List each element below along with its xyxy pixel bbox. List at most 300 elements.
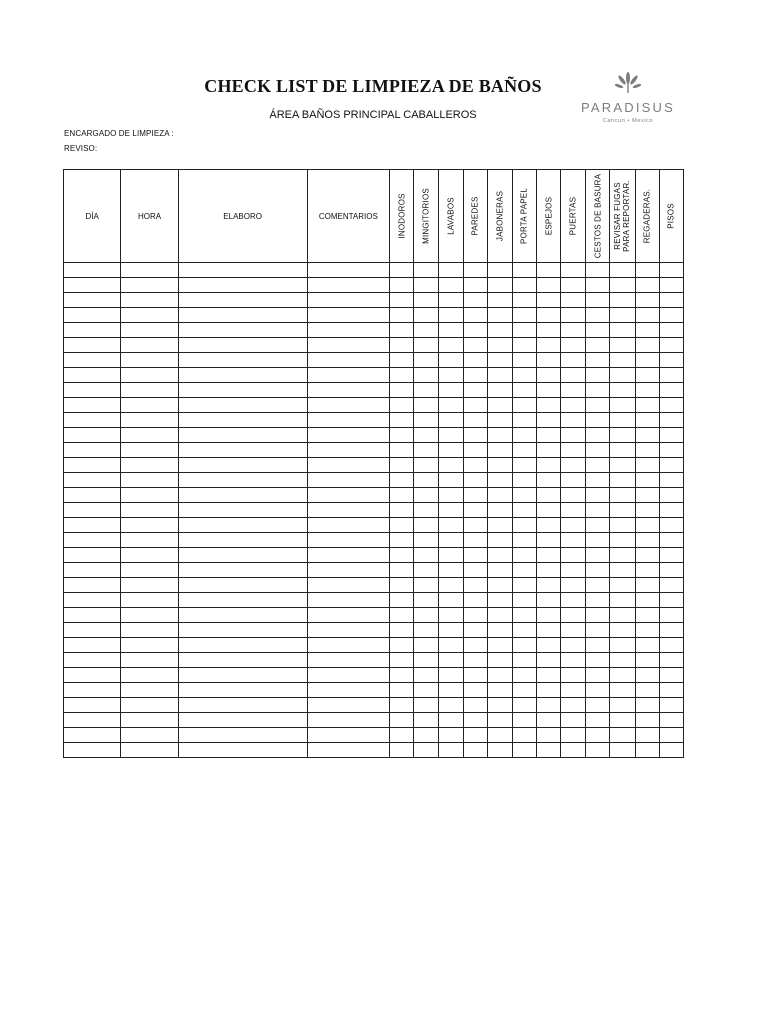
table-cell[interactable] [463,473,487,488]
table-cell[interactable] [178,668,307,683]
table-cell[interactable] [659,413,683,428]
table-cell[interactable] [414,398,439,413]
table-cell[interactable] [635,743,659,758]
table-cell[interactable] [390,533,414,548]
table-cell[interactable] [307,548,390,563]
table-cell[interactable] [463,443,487,458]
table-cell[interactable] [439,413,463,428]
table-cell[interactable] [536,593,560,608]
table-cell[interactable] [586,398,610,413]
table-cell[interactable] [561,458,586,473]
table-cell[interactable] [64,698,121,713]
table-cell[interactable] [390,728,414,743]
table-cell[interactable] [635,488,659,503]
table-cell[interactable] [390,668,414,683]
table-cell[interactable] [512,413,536,428]
table-cell[interactable] [463,743,487,758]
table-cell[interactable] [561,578,586,593]
table-cell[interactable] [64,608,121,623]
table-cell[interactable] [512,503,536,518]
table-cell[interactable] [178,338,307,353]
table-cell[interactable] [659,728,683,743]
table-cell[interactable] [659,368,683,383]
table-cell[interactable] [635,548,659,563]
table-cell[interactable] [512,263,536,278]
table-cell[interactable] [659,743,683,758]
table-cell[interactable] [121,593,178,608]
table-cell[interactable] [487,413,512,428]
table-cell[interactable] [536,488,560,503]
table-cell[interactable] [439,638,463,653]
table-cell[interactable] [487,593,512,608]
table-cell[interactable] [536,578,560,593]
table-cell[interactable] [178,728,307,743]
table-cell[interactable] [536,278,560,293]
table-cell[interactable] [536,398,560,413]
table-cell[interactable] [536,518,560,533]
table-cell[interactable] [561,518,586,533]
table-cell[interactable] [463,653,487,668]
table-cell[interactable] [561,368,586,383]
table-cell[interactable] [439,338,463,353]
table-cell[interactable] [536,323,560,338]
table-cell[interactable] [635,668,659,683]
table-cell[interactable] [178,653,307,668]
table-cell[interactable] [414,428,439,443]
table-cell[interactable] [512,533,536,548]
table-cell[interactable] [414,623,439,638]
table-cell[interactable] [659,428,683,443]
table-cell[interactable] [414,473,439,488]
table-cell[interactable] [659,293,683,308]
table-cell[interactable] [307,353,390,368]
table-cell[interactable] [307,338,390,353]
table-cell[interactable] [536,563,560,578]
table-cell[interactable] [64,338,121,353]
table-cell[interactable] [487,683,512,698]
table-cell[interactable] [463,368,487,383]
table-cell[interactable] [178,578,307,593]
table-cell[interactable] [414,548,439,563]
table-cell[interactable] [561,353,586,368]
table-cell[interactable] [487,293,512,308]
table-cell[interactable] [487,308,512,323]
table-cell[interactable] [64,743,121,758]
table-cell[interactable] [610,368,635,383]
table-cell[interactable] [635,683,659,698]
table-cell[interactable] [487,488,512,503]
table-cell[interactable] [64,488,121,503]
table-cell[interactable] [487,653,512,668]
table-cell[interactable] [487,443,512,458]
table-cell[interactable] [390,473,414,488]
table-cell[interactable] [463,683,487,698]
table-cell[interactable] [390,458,414,473]
table-cell[interactable] [178,308,307,323]
table-cell[interactable] [463,698,487,713]
table-cell[interactable] [121,548,178,563]
table-cell[interactable] [414,728,439,743]
table-cell[interactable] [487,608,512,623]
table-cell[interactable] [307,563,390,578]
table-cell[interactable] [635,443,659,458]
table-cell[interactable] [121,353,178,368]
table-cell[interactable] [307,638,390,653]
table-cell[interactable] [512,353,536,368]
table-cell[interactable] [586,278,610,293]
table-cell[interactable] [390,428,414,443]
table-cell[interactable] [586,593,610,608]
table-cell[interactable] [487,263,512,278]
table-cell[interactable] [439,398,463,413]
table-cell[interactable] [536,623,560,638]
table-cell[interactable] [512,398,536,413]
table-cell[interactable] [487,638,512,653]
table-cell[interactable] [64,563,121,578]
table-cell[interactable] [414,533,439,548]
table-cell[interactable] [121,728,178,743]
table-cell[interactable] [463,323,487,338]
table-cell[interactable] [635,713,659,728]
table-cell[interactable] [610,503,635,518]
table-cell[interactable] [610,548,635,563]
table-cell[interactable] [390,383,414,398]
table-cell[interactable] [586,323,610,338]
table-cell[interactable] [586,683,610,698]
table-cell[interactable] [178,698,307,713]
table-cell[interactable] [439,503,463,518]
table-cell[interactable] [390,353,414,368]
table-cell[interactable] [64,593,121,608]
table-cell[interactable] [463,503,487,518]
table-cell[interactable] [586,548,610,563]
table-cell[interactable] [610,563,635,578]
table-cell[interactable] [414,668,439,683]
table-cell[interactable] [561,473,586,488]
table-cell[interactable] [487,353,512,368]
table-cell[interactable] [586,353,610,368]
table-cell[interactable] [536,473,560,488]
table-cell[interactable] [536,728,560,743]
table-cell[interactable] [463,608,487,623]
table-cell[interactable] [307,263,390,278]
table-cell[interactable] [463,398,487,413]
table-cell[interactable] [561,278,586,293]
table-cell[interactable] [178,533,307,548]
table-cell[interactable] [635,638,659,653]
table-cell[interactable] [178,638,307,653]
table-cell[interactable] [463,548,487,563]
table-cell[interactable] [561,293,586,308]
table-cell[interactable] [586,443,610,458]
table-cell[interactable] [536,428,560,443]
table-cell[interactable] [390,488,414,503]
table-cell[interactable] [414,743,439,758]
table-cell[interactable] [586,338,610,353]
table-cell[interactable] [463,278,487,293]
table-cell[interactable] [463,413,487,428]
table-cell[interactable] [586,533,610,548]
table-cell[interactable] [121,683,178,698]
table-cell[interactable] [610,698,635,713]
table-cell[interactable] [390,293,414,308]
table-cell[interactable] [610,713,635,728]
table-cell[interactable] [635,698,659,713]
table-cell[interactable] [463,338,487,353]
table-cell[interactable] [390,593,414,608]
table-cell[interactable] [536,308,560,323]
table-cell[interactable] [561,428,586,443]
table-cell[interactable] [512,698,536,713]
table-cell[interactable] [635,353,659,368]
table-cell[interactable] [390,578,414,593]
table-cell[interactable] [536,668,560,683]
table-cell[interactable] [536,353,560,368]
table-cell[interactable] [178,518,307,533]
table-cell[interactable] [121,578,178,593]
table-cell[interactable] [121,608,178,623]
table-cell[interactable] [463,728,487,743]
table-cell[interactable] [64,578,121,593]
table-cell[interactable] [390,623,414,638]
table-cell[interactable] [439,533,463,548]
table-cell[interactable] [307,728,390,743]
table-cell[interactable] [610,668,635,683]
table-cell[interactable] [512,488,536,503]
table-cell[interactable] [178,488,307,503]
table-cell[interactable] [512,563,536,578]
table-cell[interactable] [586,638,610,653]
table-cell[interactable] [610,383,635,398]
table-cell[interactable] [561,743,586,758]
table-cell[interactable] [659,698,683,713]
table-cell[interactable] [512,278,536,293]
table-cell[interactable] [635,308,659,323]
table-cell[interactable] [512,368,536,383]
table-cell[interactable] [439,383,463,398]
table-cell[interactable] [512,548,536,563]
table-cell[interactable] [586,488,610,503]
table-cell[interactable] [512,668,536,683]
table-cell[interactable] [561,413,586,428]
table-cell[interactable] [561,713,586,728]
table-cell[interactable] [512,623,536,638]
table-cell[interactable] [512,308,536,323]
table-cell[interactable] [307,458,390,473]
table-cell[interactable] [610,338,635,353]
table-cell[interactable] [307,518,390,533]
table-cell[interactable] [121,338,178,353]
table-cell[interactable] [512,323,536,338]
table-cell[interactable] [561,608,586,623]
table-cell[interactable] [121,533,178,548]
table-cell[interactable] [439,593,463,608]
table-cell[interactable] [487,713,512,728]
table-cell[interactable] [414,458,439,473]
table-cell[interactable] [610,413,635,428]
table-cell[interactable] [512,608,536,623]
table-cell[interactable] [487,518,512,533]
table-cell[interactable] [635,653,659,668]
table-cell[interactable] [64,503,121,518]
table-cell[interactable] [390,398,414,413]
table-cell[interactable] [586,563,610,578]
table-cell[interactable] [121,323,178,338]
table-cell[interactable] [121,473,178,488]
table-cell[interactable] [64,623,121,638]
table-cell[interactable] [610,533,635,548]
table-cell[interactable] [512,458,536,473]
table-cell[interactable] [178,683,307,698]
table-cell[interactable] [390,653,414,668]
table-cell[interactable] [414,698,439,713]
table-cell[interactable] [586,623,610,638]
table-cell[interactable] [463,518,487,533]
table-cell[interactable] [178,293,307,308]
table-cell[interactable] [561,503,586,518]
table-cell[interactable] [561,323,586,338]
table-cell[interactable] [178,413,307,428]
table-cell[interactable] [610,683,635,698]
table-cell[interactable] [307,293,390,308]
table-cell[interactable] [536,743,560,758]
table-cell[interactable] [586,473,610,488]
table-cell[interactable] [178,443,307,458]
table-cell[interactable] [635,473,659,488]
table-cell[interactable] [439,323,463,338]
table-cell[interactable] [178,623,307,638]
table-cell[interactable] [439,578,463,593]
table-cell[interactable] [536,338,560,353]
table-cell[interactable] [178,368,307,383]
table-cell[interactable] [586,698,610,713]
table-cell[interactable] [610,623,635,638]
table-cell[interactable] [561,383,586,398]
table-cell[interactable] [414,713,439,728]
table-cell[interactable] [439,608,463,623]
table-cell[interactable] [463,638,487,653]
table-cell[interactable] [414,443,439,458]
table-cell[interactable] [307,683,390,698]
table-cell[interactable] [586,518,610,533]
table-cell[interactable] [463,533,487,548]
table-cell[interactable] [463,578,487,593]
table-cell[interactable] [659,338,683,353]
table-cell[interactable] [487,743,512,758]
table-cell[interactable] [390,323,414,338]
table-cell[interactable] [659,623,683,638]
table-cell[interactable] [178,383,307,398]
table-cell[interactable] [536,503,560,518]
table-cell[interactable] [659,683,683,698]
table-cell[interactable] [463,263,487,278]
table-cell[interactable] [64,458,121,473]
table-cell[interactable] [659,638,683,653]
table-cell[interactable] [536,698,560,713]
table-cell[interactable] [487,503,512,518]
table-cell[interactable] [536,608,560,623]
table-cell[interactable] [439,308,463,323]
table-cell[interactable] [561,263,586,278]
table-cell[interactable] [512,443,536,458]
table-cell[interactable] [610,593,635,608]
table-cell[interactable] [487,323,512,338]
table-cell[interactable] [586,308,610,323]
table-cell[interactable] [536,638,560,653]
table-cell[interactable] [307,713,390,728]
table-cell[interactable] [512,638,536,653]
table-cell[interactable] [307,473,390,488]
table-cell[interactable] [390,638,414,653]
table-cell[interactable] [390,308,414,323]
table-cell[interactable] [610,293,635,308]
table-cell[interactable] [390,338,414,353]
table-cell[interactable] [561,398,586,413]
table-cell[interactable] [635,383,659,398]
table-cell[interactable] [635,563,659,578]
table-cell[interactable] [121,293,178,308]
table-cell[interactable] [414,308,439,323]
table-cell[interactable] [610,353,635,368]
table-cell[interactable] [610,308,635,323]
table-cell[interactable] [561,653,586,668]
table-cell[interactable] [487,428,512,443]
table-cell[interactable] [390,698,414,713]
table-cell[interactable] [635,458,659,473]
table-cell[interactable] [121,503,178,518]
table-cell[interactable] [414,368,439,383]
table-cell[interactable] [586,428,610,443]
table-cell[interactable] [610,518,635,533]
table-cell[interactable] [659,563,683,578]
table-cell[interactable] [561,698,586,713]
table-cell[interactable] [659,263,683,278]
table-cell[interactable] [439,623,463,638]
table-cell[interactable] [414,503,439,518]
table-cell[interactable] [390,713,414,728]
table-cell[interactable] [561,308,586,323]
table-cell[interactable] [536,413,560,428]
table-cell[interactable] [307,653,390,668]
table-cell[interactable] [659,458,683,473]
table-cell[interactable] [178,473,307,488]
table-cell[interactable] [439,668,463,683]
table-cell[interactable] [178,593,307,608]
table-cell[interactable] [307,323,390,338]
table-cell[interactable] [414,293,439,308]
table-cell[interactable] [512,713,536,728]
table-cell[interactable] [586,713,610,728]
table-cell[interactable] [121,428,178,443]
table-cell[interactable] [414,278,439,293]
table-cell[interactable] [121,638,178,653]
table-cell[interactable] [487,563,512,578]
table-cell[interactable] [586,293,610,308]
table-cell[interactable] [536,263,560,278]
table-cell[interactable] [439,458,463,473]
table-cell[interactable] [414,263,439,278]
table-cell[interactable] [64,383,121,398]
table-cell[interactable] [610,578,635,593]
table-cell[interactable] [463,668,487,683]
table-cell[interactable] [307,623,390,638]
table-cell[interactable] [610,473,635,488]
table-cell[interactable] [178,263,307,278]
table-cell[interactable] [659,308,683,323]
table-cell[interactable] [635,278,659,293]
table-cell[interactable] [64,368,121,383]
table-cell[interactable] [178,353,307,368]
